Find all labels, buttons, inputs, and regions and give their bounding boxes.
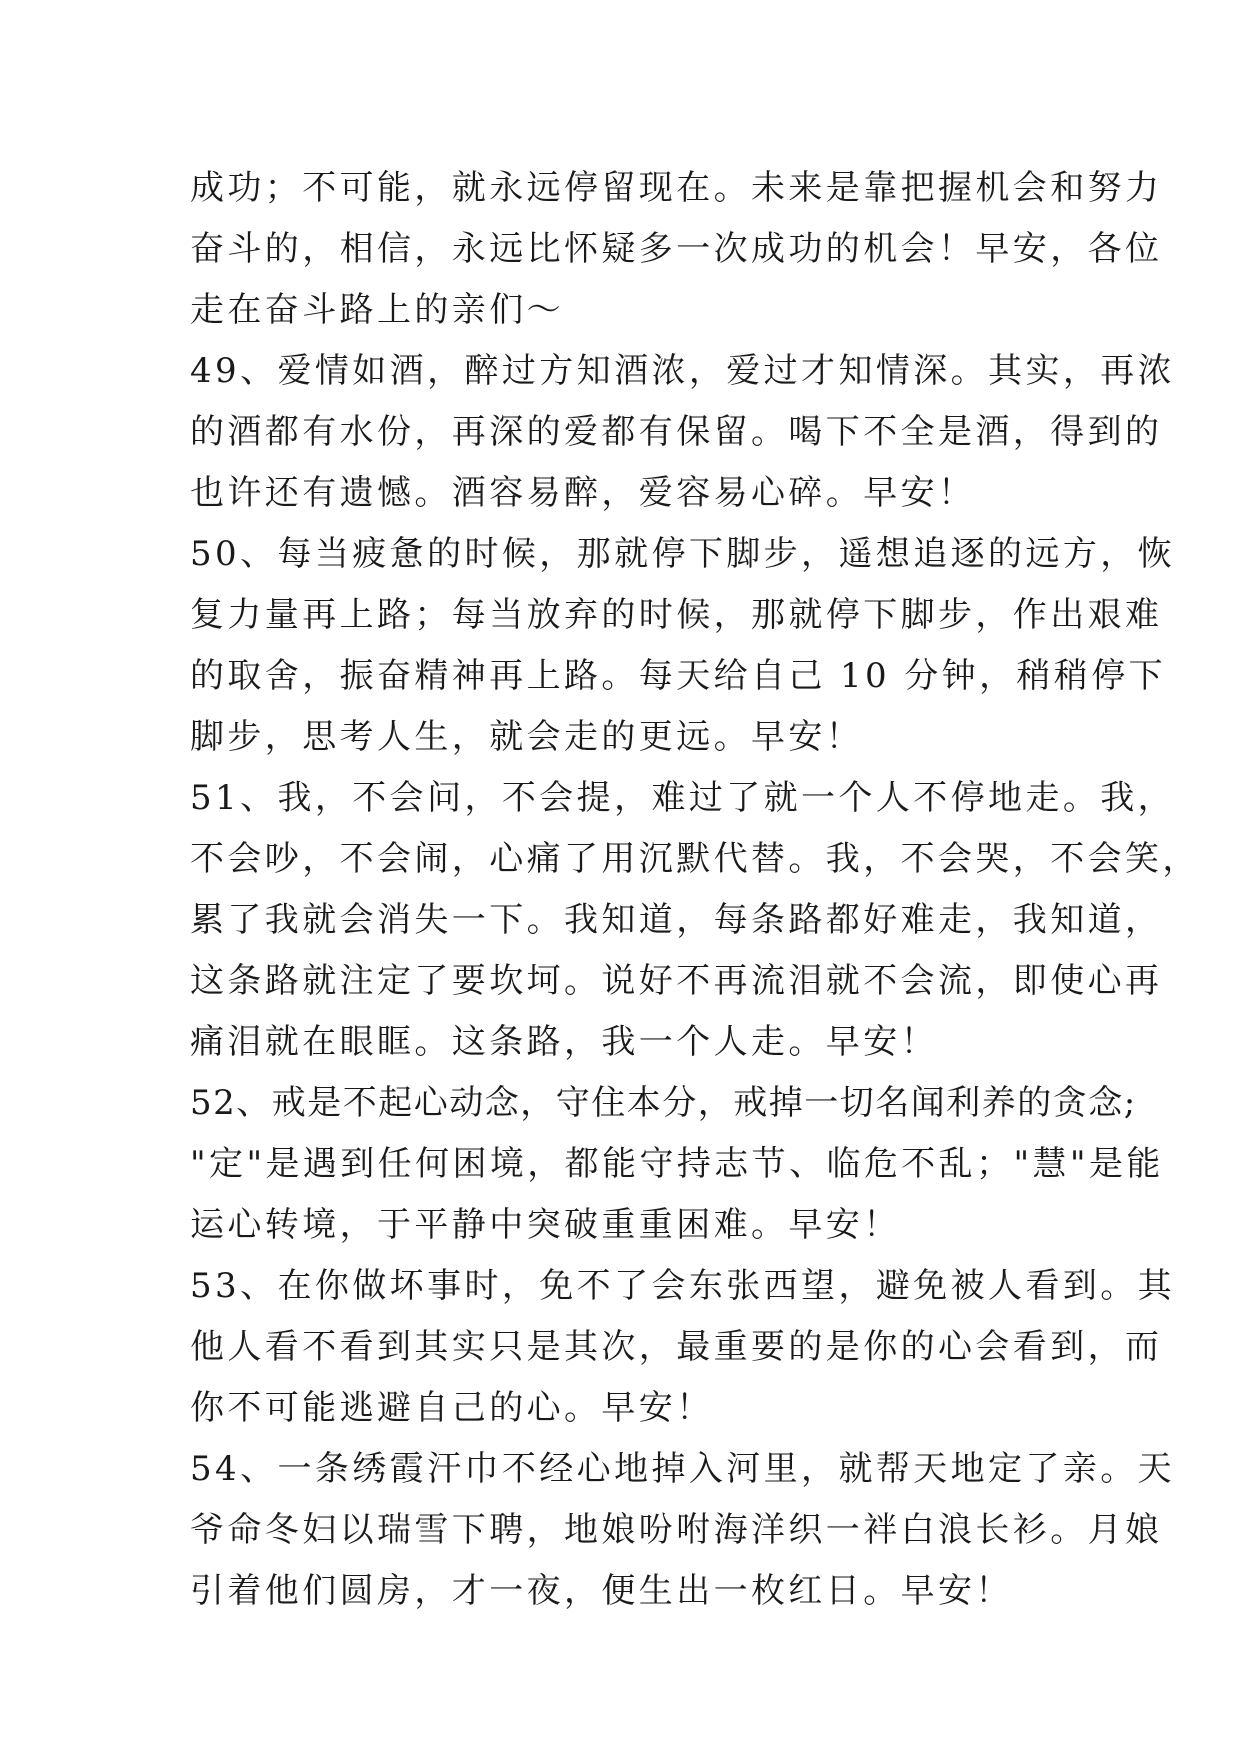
text-line: 50、每当疲惫的时候，那就停下脚步，遥想追逐的远方，恢 [190,534,1176,574]
text-line: 爷命冬妇以瑞雪下聘，地娘吩咐海洋织一袢白浪长衫。月娘 [190,1510,1163,1550]
text-line: 他人看不看到其实只是其次，最重要的是你的心会看到，而 [190,1327,1163,1367]
text-line: 痛泪就在眼眶。这条路，我一个人走。早安！ [190,1022,938,1062]
text-line: 52、戒是不起心动念，守住本分，戒掉一切名闻利养的贪念; [190,1083,1137,1123]
text-line: 奋斗的，相信，永远比怀疑多一次成功的机会！早安，各位 [190,229,1163,269]
text-line: 累了我就会消失一下。我知道，每条路都好难走，我知道， [190,900,1163,940]
text-line: 的取舍，振奋精神再上路。每天给自己 10 分钟，稍稍停下 [190,656,1167,696]
text-line: 脚步，思考人生，就会走的更远。早安！ [190,717,864,757]
text-line: 的酒都有水份，再深的爱都有保留。喝下不全是酒，得到的 [190,412,1163,452]
text-line: 54、一条绣霞汗巾不经心地掉入河里，就帮天地定了亲。天 [190,1449,1176,1489]
document-body [190,158,1200,1622]
text-line: 运心转境，于平静中突破重重困难。早安！ [190,1205,901,1245]
text-line: 引着他们圆房，才一夜，便生出一枚红日。早安！ [190,1571,1013,1611]
text-line: 成功；不可能，就永远停留现在。未来是靠把握机会和努力 [190,168,1163,208]
text-line: 这条路就注定了要坎坷。说好不再流泪就不会流，即使心再 [190,961,1163,1001]
text-line: "定"是遇到任何困境，都能守持志节、临危不乱；"慧"是能 [190,1144,1164,1184]
text-line: 走在奋斗路上的亲们～ [190,290,564,330]
text-line: 复力量再上路；每当放弃的时候，那就停下脚步，作出艰难 [190,595,1163,635]
text-line: 不会吵，不会闹，心痛了用沉默代替。我，不会哭，不会笑， [190,839,1200,879]
text-line: 也许还有遗憾。酒容易醉，爱容易心碎。早安！ [190,473,976,513]
text-line: 53、在你做坏事时，免不了会东张西望，避免被人看到。其 [190,1266,1176,1306]
text-line: 51、我，不会问，不会提，难过了就一个人不停地走。我， [190,778,1176,818]
text-line: 你不可能逃避自己的心。早安！ [190,1388,714,1428]
text-line: 49、爱情如酒，醉过方知酒浓，爱过才知情深。其实，再浓 [190,351,1176,391]
